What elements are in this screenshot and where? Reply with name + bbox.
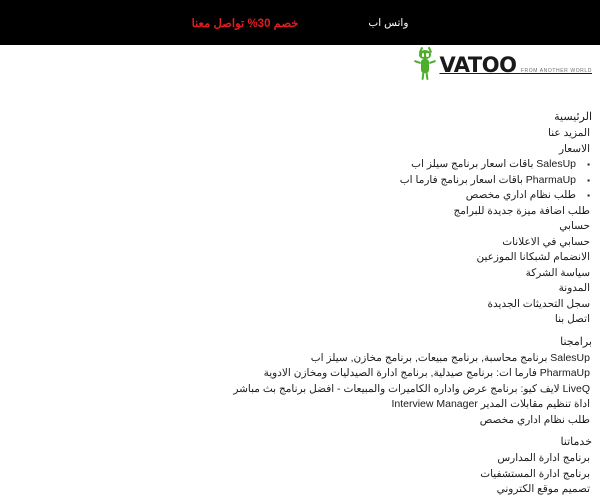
- nav-link[interactable]: PharmaUp فارما ات: برنامج صيدلية, برنامج ادارة الصيدليات ومخازن الادوية: [263, 367, 590, 379]
- nav-section-heading: برامجنا: [560, 335, 592, 348]
- nav-item[interactable]: [8, 266, 592, 282]
- nav-link[interactable]: اداة تنظيم مقابلات المدير Interview Manager: [391, 398, 590, 410]
- nav-item[interactable]: [8, 312, 592, 328]
- nav-sublink[interactable]: باقات اسعار برنامج فارما اب PharmaUp: [399, 173, 576, 186]
- nav-link[interactable]: المدونة: [558, 282, 590, 294]
- nav-link[interactable]: برنامج ادارة المستشفيات: [480, 467, 590, 480]
- logo-wordmark: VATOO: [439, 52, 517, 77]
- nav-item[interactable]: [8, 351, 592, 367]
- nav-link[interactable]: تصميم موقع الكتروني: [496, 483, 590, 495]
- sitemap-navigation: [0, 97, 600, 498]
- nav-link[interactable]: حسابي: [559, 220, 590, 232]
- nav-sublist-pricing: [8, 157, 590, 204]
- promo-discount-text: خصم 30% تواصل معنا: [191, 17, 299, 30]
- nav-item[interactable]: [8, 235, 592, 251]
- nav-subitem[interactable]: [8, 157, 590, 173]
- nav-item[interactable]: [8, 219, 592, 235]
- nav-sublink[interactable]: باقات اسعار برنامج سيلز اب SalesUp: [411, 158, 576, 170]
- nav-item[interactable]: [8, 204, 592, 220]
- nav-link[interactable]: برنامج ادارة المدارس: [497, 452, 590, 464]
- nav-link[interactable]: سجل التحديثات الجديدة: [487, 297, 590, 310]
- nav-section-heading: خدماتنا: [560, 436, 592, 448]
- nav-subitem[interactable]: [8, 173, 590, 189]
- nav-item[interactable]: [8, 366, 592, 382]
- whatsapp-link[interactable]: واتس اب: [368, 16, 409, 29]
- nav-link[interactable]: اتصل بنا: [554, 313, 590, 325]
- nav-list-services: [8, 451, 592, 498]
- site-logo[interactable]: [414, 50, 592, 80]
- nav-item[interactable]: [8, 250, 592, 266]
- nav-link[interactable]: الاسعار: [558, 142, 590, 155]
- top-announcement-bar: [0, 0, 600, 45]
- nav-sublink[interactable]: طلب نظام اداري مخصص: [465, 189, 576, 201]
- nav-link[interactable]: LiveQ لايف كيو: برنامج عرض واداره الكاميرات والمبيعات - افضل برنامج بث مباشر: [233, 382, 590, 395]
- alien-mascot-icon: [414, 50, 436, 80]
- nav-link[interactable]: SalesUp برنامج محاسبة, برنامج مبيعات, برنامج مخازن, سيلز اب: [310, 351, 590, 364]
- nav-section-heading: الرئيسية: [554, 111, 592, 123]
- nav-item[interactable]: [8, 126, 592, 142]
- nav-link[interactable]: طلب نظام اداري مخصص: [479, 413, 590, 426]
- nav-link[interactable]: حسابي في الاعلانات: [502, 235, 590, 248]
- nav-section-products: [8, 335, 592, 429]
- nav-item[interactable]: [8, 382, 592, 398]
- nav-item[interactable]: [8, 297, 592, 313]
- nav-item[interactable]: [8, 397, 592, 413]
- top-announcement-bar-inner: [0, 0, 600, 45]
- nav-link[interactable]: المزيد عنا: [548, 127, 590, 139]
- nav-list-home: [8, 126, 592, 328]
- nav-link[interactable]: طلب اضافة ميزة جديدة للبرامج: [453, 204, 590, 217]
- logo-tagline: FROM ANOTHER WORLD: [520, 67, 592, 74]
- logo-text-block: [439, 52, 592, 77]
- nav-item[interactable]: [8, 142, 592, 204]
- nav-section-services: [8, 435, 592, 498]
- nav-item[interactable]: [8, 482, 592, 498]
- nav-section-home: [8, 110, 592, 328]
- nav-item[interactable]: [8, 281, 592, 297]
- nav-item[interactable]: [8, 413, 592, 429]
- nav-link[interactable]: الانضمام لشبكانا الموزعين: [476, 251, 590, 263]
- nav-subitem[interactable]: [8, 188, 590, 204]
- nav-item[interactable]: [8, 451, 592, 467]
- nav-link[interactable]: سياسة الشركة: [525, 266, 590, 279]
- header-logo-band: [0, 45, 600, 97]
- nav-list-products: [8, 351, 592, 429]
- nav-item[interactable]: [8, 467, 592, 483]
